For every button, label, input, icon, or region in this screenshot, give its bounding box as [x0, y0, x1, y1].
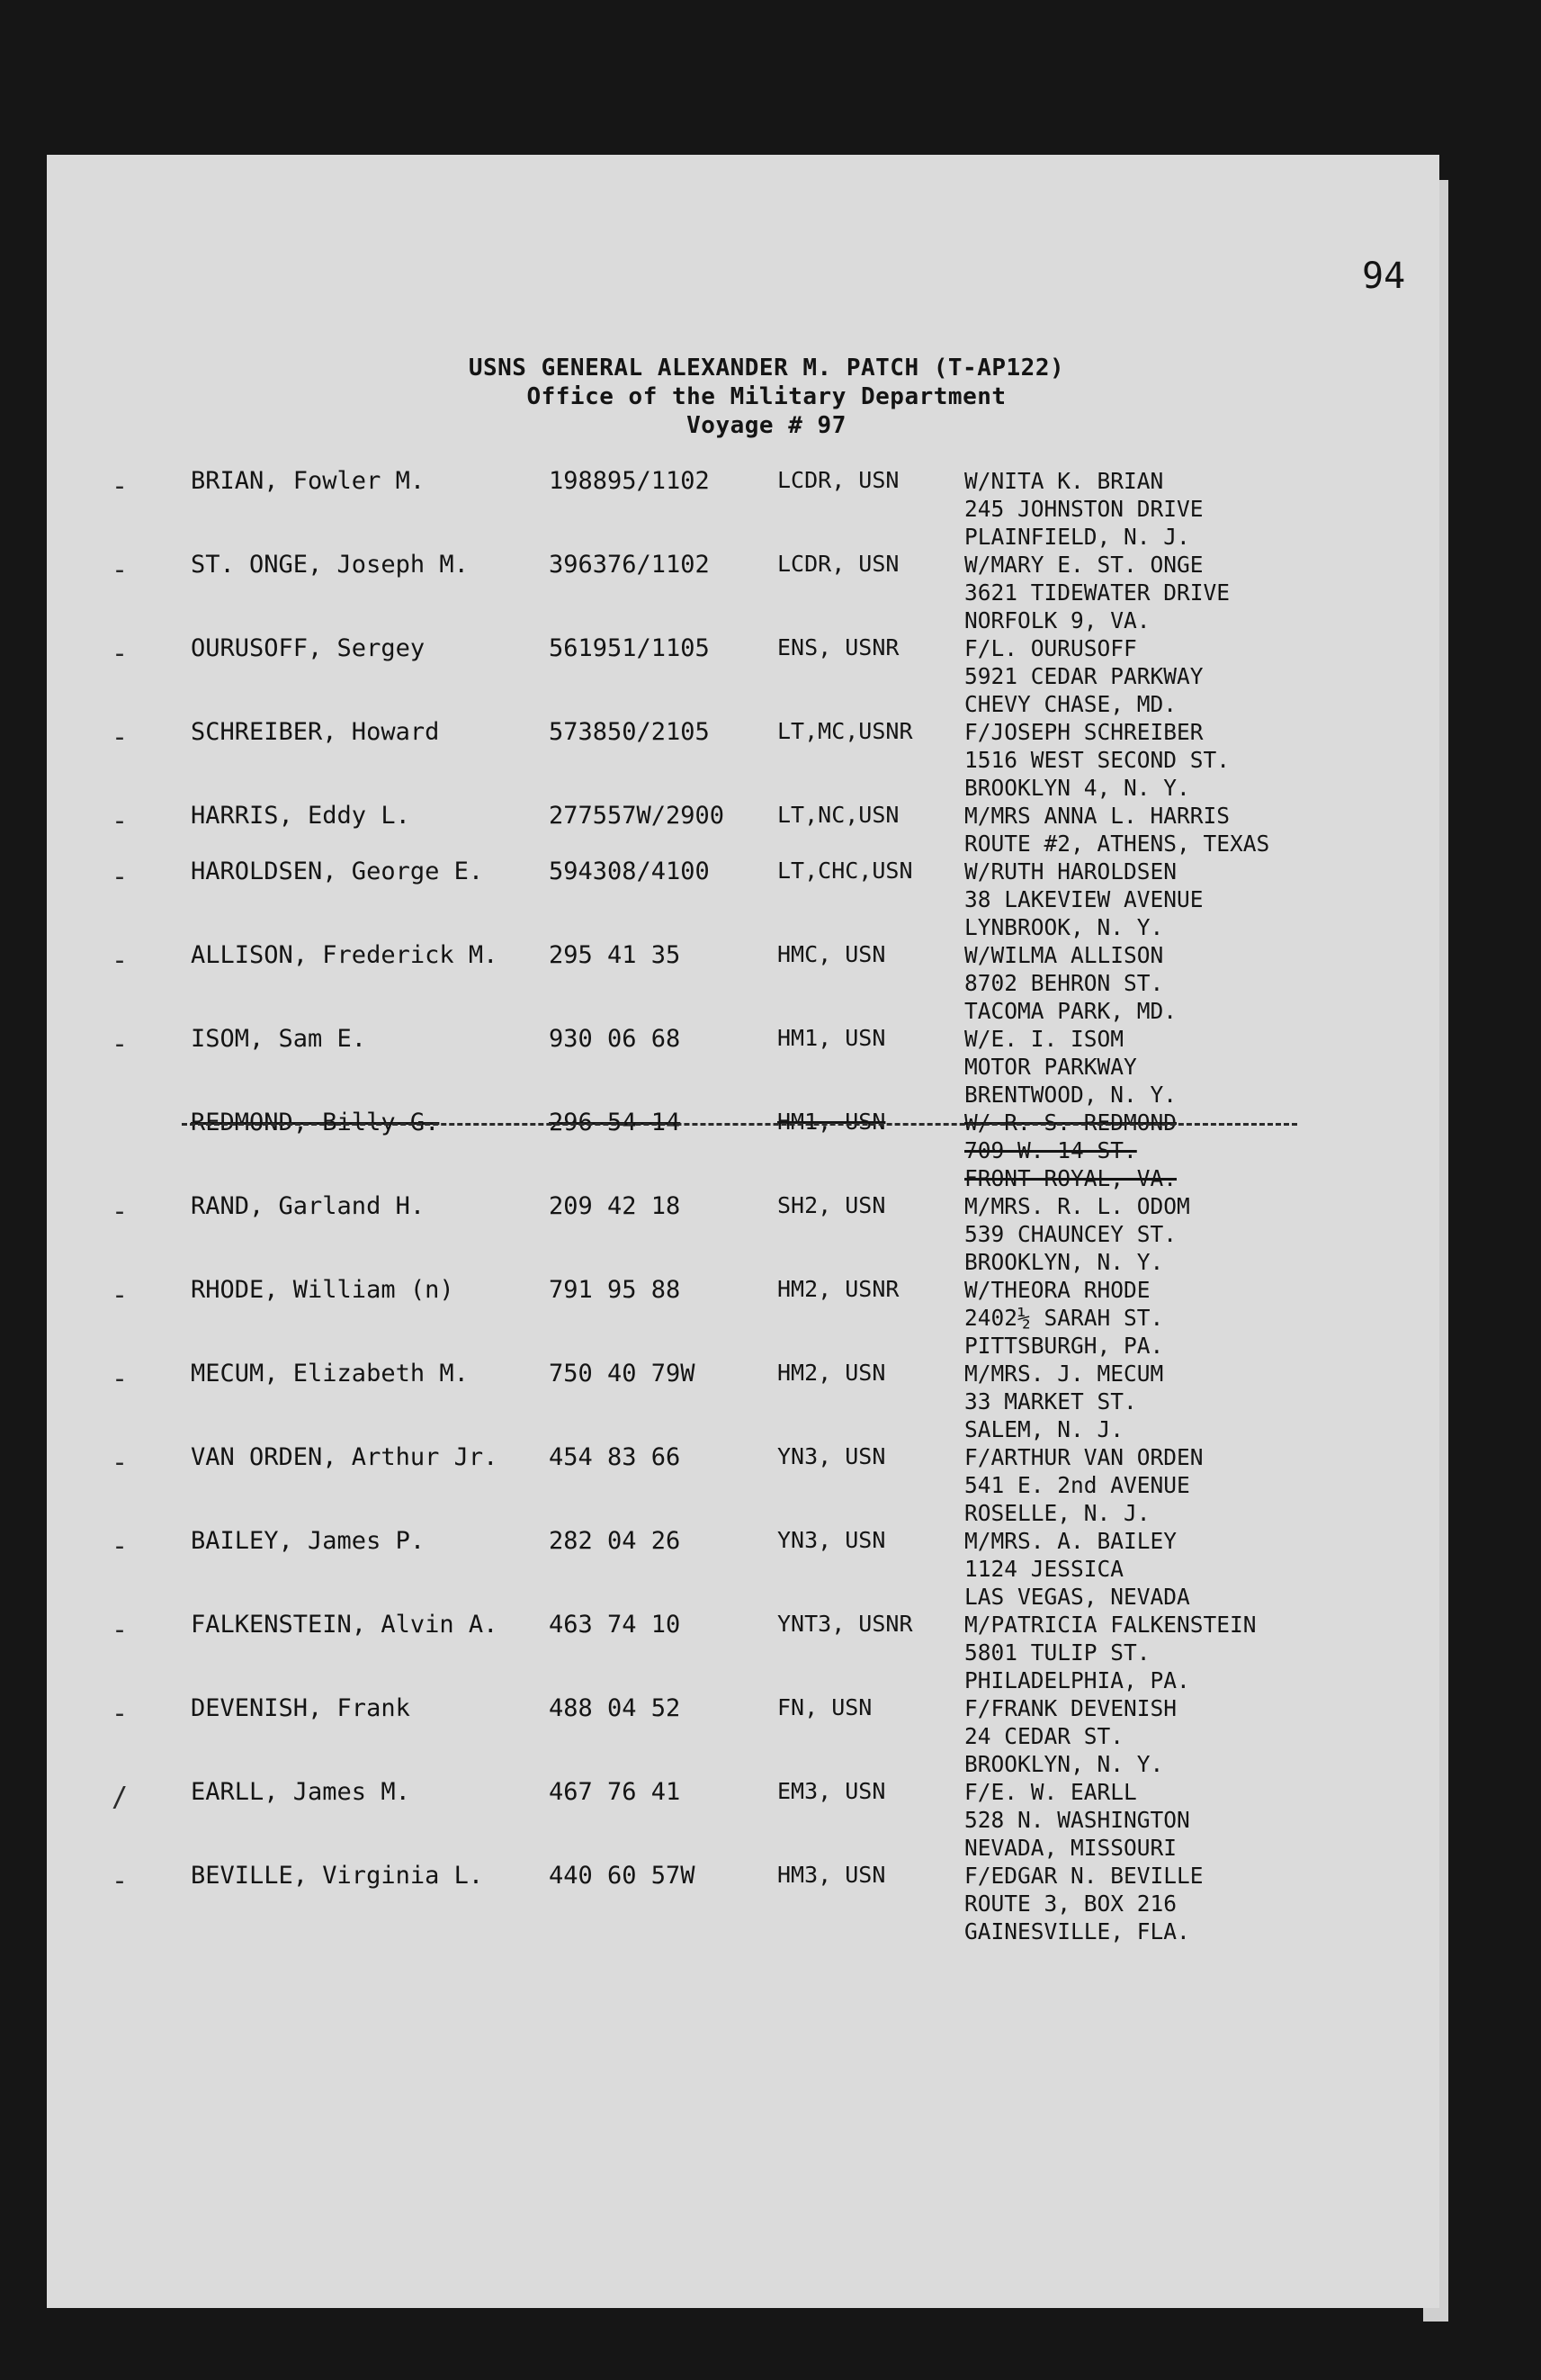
- address-line: 1516 WEST SECOND ST.: [964, 747, 1231, 773]
- check-mark: /: [112, 1782, 129, 1813]
- address-line: F/FRANK DEVENISH: [964, 1695, 1178, 1721]
- rank-branch: HM2, USNR: [777, 1276, 900, 1302]
- service-number: 295 41 35: [549, 941, 681, 969]
- address-line: 5921 CEDAR PARKWAY: [964, 663, 1204, 689]
- address-line: SALEM, N. J.: [964, 1416, 1124, 1442]
- address-line: PLAINFIELD, N. J.: [964, 524, 1190, 550]
- list-item: [47, 1611, 1439, 1693]
- address-line: BROOKLYN 4, N. Y.: [964, 775, 1190, 801]
- address-line: ROUTE 3, BOX 216: [964, 1891, 1178, 1917]
- address-line: W/THEORA RHODE: [964, 1277, 1151, 1303]
- address-line: F/L. OURUSOFF: [964, 635, 1137, 661]
- address-line: F/JOSEPH SCHREIBER: [964, 719, 1204, 745]
- next-of-kin-address: [964, 718, 1230, 802]
- check-mark: -: [112, 1028, 129, 1060]
- check-mark: -: [112, 1196, 129, 1227]
- address-line: PITTSBURGH, PA.: [964, 1333, 1164, 1359]
- header-office: Office of the Military Department: [526, 383, 1007, 410]
- list-item: [47, 1862, 1439, 1944]
- address-line: M/MRS ANNA L. HARRIS: [964, 803, 1231, 829]
- list-item: [47, 634, 1439, 717]
- next-of-kin-address: [964, 858, 1204, 941]
- address-line: 709 W. 14 ST.: [964, 1137, 1137, 1163]
- next-of-kin-address: [964, 1109, 1177, 1192]
- rank-branch: YNT3, USNR: [777, 1611, 913, 1637]
- check-mark: -: [112, 1614, 129, 1646]
- next-of-kin-address: [964, 941, 1177, 1025]
- next-of-kin-address: [964, 1025, 1177, 1109]
- person-name: SCHREIBER, Howard: [191, 718, 440, 746]
- service-number: 930 06 68: [549, 1025, 681, 1053]
- check-mark: -: [112, 1865, 129, 1897]
- address-line: LYNBROOK, N. Y.: [964, 914, 1164, 940]
- rank-branch: HM2, USN: [777, 1360, 886, 1386]
- next-of-kin-address: [964, 634, 1204, 718]
- next-of-kin-address: [964, 1694, 1177, 1778]
- header-voyage: Voyage # 97: [686, 412, 847, 439]
- address-line: ROUTE #2, ATHENS, TEXAS: [964, 831, 1270, 857]
- rank-branch: LT,MC,USNR: [777, 718, 913, 744]
- address-line: FRONT ROYAL, VA.: [964, 1165, 1178, 1191]
- check-mark: -: [112, 945, 129, 976]
- service-number: 750 40 79W: [549, 1360, 695, 1388]
- check-mark: -: [112, 1531, 129, 1562]
- rank-branch: HM3, USN: [777, 1862, 886, 1888]
- address-line: ROSELLE, N. J.: [964, 1500, 1151, 1526]
- check-mark: -: [112, 722, 129, 753]
- person-name: OURUSOFF, Sergey: [191, 634, 426, 662]
- rank-branch: HM1, USN: [777, 1109, 886, 1135]
- next-of-kin-address: [964, 1443, 1204, 1527]
- address-line: 541 E. 2nd AVENUE: [964, 1472, 1190, 1498]
- next-of-kin-address: [964, 1527, 1190, 1611]
- next-of-kin-address: [964, 551, 1230, 634]
- rank-branch: LT,CHC,USN: [777, 858, 913, 884]
- address-line: 5801 TULIP ST.: [964, 1639, 1151, 1666]
- address-line: CHEVY CHASE, MD.: [964, 691, 1178, 717]
- next-of-kin-address: [964, 1611, 1257, 1694]
- rank-branch: FN, USN: [777, 1694, 873, 1720]
- check-mark: -: [112, 1363, 129, 1395]
- person-name: FALKENSTEIN, Alvin A.: [191, 1611, 498, 1639]
- address-line: F/ARTHUR VAN ORDEN: [964, 1444, 1204, 1470]
- person-name: VAN ORDEN, Arthur Jr.: [191, 1443, 498, 1471]
- list-item: [47, 1778, 1439, 1861]
- service-number: 198895/1102: [549, 467, 710, 495]
- address-line: M/MRS. A. BAILEY: [964, 1528, 1178, 1554]
- rank-branch: LT,NC,USN: [777, 802, 900, 828]
- person-name: BEVILLE, Virginia L.: [191, 1862, 484, 1890]
- service-number: 561951/1105: [549, 634, 710, 662]
- service-number: 282 04 26: [549, 1527, 681, 1555]
- service-number: 209 42 18: [549, 1192, 681, 1220]
- person-name: RHODE, William (n): [191, 1276, 454, 1304]
- address-line: M/MRS. J. MECUM: [964, 1361, 1164, 1387]
- address-line: PHILADELPHIA, PA.: [964, 1667, 1190, 1693]
- rank-branch: LCDR, USN: [777, 467, 900, 493]
- list-item: [47, 1109, 1439, 1191]
- document-page: [47, 155, 1439, 2308]
- address-line: TACOMA PARK, MD.: [964, 998, 1178, 1024]
- service-number: 791 95 88: [549, 1276, 681, 1304]
- next-of-kin-address: [964, 1778, 1190, 1862]
- address-line: 24 CEDAR ST.: [964, 1723, 1124, 1749]
- address-line: W/WILMA ALLISON: [964, 942, 1164, 968]
- person-name: RAND, Garland H.: [191, 1192, 426, 1220]
- address-line: GAINESVILLE, FLA.: [964, 1918, 1190, 1944]
- check-mark: -: [112, 861, 129, 893]
- person-name: DEVENISH, Frank: [191, 1694, 410, 1722]
- service-number: 296 54 14: [549, 1109, 681, 1136]
- person-name: ST. ONGE, Joseph M.: [191, 551, 469, 579]
- person-name: MECUM, Elizabeth M.: [191, 1360, 469, 1388]
- list-item: [47, 467, 1439, 550]
- address-line: W/ R. S. REDMOND: [964, 1109, 1178, 1136]
- page-number: 94: [1362, 256, 1406, 297]
- list-item: [47, 941, 1439, 1024]
- rank-branch: YN3, USN: [777, 1527, 886, 1553]
- address-line: 528 N. WASHINGTON: [964, 1807, 1190, 1833]
- service-number: 573850/2105: [549, 718, 710, 746]
- list-item: [47, 1527, 1439, 1610]
- address-line: 38 LAKEVIEW AVENUE: [964, 886, 1204, 912]
- service-number: 463 74 10: [549, 1611, 681, 1639]
- check-mark: -: [112, 805, 129, 837]
- list-item: [47, 1276, 1439, 1359]
- check-mark: -: [112, 1447, 129, 1478]
- next-of-kin-address: [964, 1276, 1163, 1360]
- address-line: M/MRS. R. L. ODOM: [964, 1193, 1190, 1219]
- address-line: 8702 BEHRON ST.: [964, 970, 1164, 996]
- person-name: BAILEY, James P.: [191, 1527, 426, 1555]
- service-number: 488 04 52: [549, 1694, 681, 1722]
- rank-branch: HMC, USN: [777, 941, 886, 967]
- rank-branch: HM1, USN: [777, 1025, 886, 1051]
- address-line: 245 JOHNSTON DRIVE: [964, 496, 1204, 522]
- address-line: NEVADA, MISSOURI: [964, 1835, 1178, 1861]
- check-mark: -: [112, 1280, 129, 1311]
- rank-branch: EM3, USN: [777, 1778, 886, 1804]
- address-line: 33 MARKET ST.: [964, 1388, 1137, 1415]
- person-name: HARRIS, Eddy L.: [191, 802, 410, 830]
- address-line: F/E. W. EARLL: [964, 1779, 1137, 1805]
- list-item: [47, 1443, 1439, 1526]
- rank-branch: SH2, USN: [777, 1192, 886, 1218]
- person-name: ALLISON, Frederick M.: [191, 941, 498, 969]
- person-name: REDMOND, Billy G.: [191, 1109, 440, 1136]
- address-line: W/E. I. ISOM: [964, 1026, 1124, 1052]
- service-number: 277557W/2900: [549, 802, 725, 830]
- next-of-kin-address: [964, 1192, 1190, 1276]
- address-line: F/EDGAR N. BEVILLE: [964, 1863, 1204, 1889]
- list-item: [47, 1694, 1439, 1777]
- address-line: 539 CHAUNCEY ST.: [964, 1221, 1178, 1247]
- address-line: 2402½ SARAH ST.: [964, 1305, 1164, 1331]
- service-number: 396376/1102: [549, 551, 710, 579]
- header-ship: USNS GENERAL ALEXANDER M. PATCH (T-AP122): [468, 355, 1065, 382]
- person-name: ISOM, Sam E.: [191, 1025, 367, 1053]
- address-line: NORFOLK 9, VA.: [964, 607, 1151, 633]
- address-line: LAS VEGAS, NEVADA: [964, 1584, 1190, 1610]
- list-item: [47, 1192, 1439, 1275]
- list-item: [47, 1025, 1439, 1108]
- check-mark: -: [112, 1698, 129, 1729]
- address-line: BROOKLYN, N. Y.: [964, 1249, 1164, 1275]
- list-item: [47, 1360, 1439, 1442]
- address-line: BRENTWOOD, N. Y.: [964, 1082, 1178, 1108]
- person-name: BRIAN, Fowler M.: [191, 467, 426, 495]
- next-of-kin-address: [964, 467, 1204, 551]
- service-number: 594308/4100: [549, 858, 710, 885]
- list-item: [47, 718, 1439, 801]
- address-line: MOTOR PARKWAY: [964, 1054, 1137, 1080]
- address-line: BROOKLYN, N. Y.: [964, 1751, 1164, 1777]
- rank-branch: ENS, USNR: [777, 634, 900, 660]
- address-line: W/RUTH HAROLDSEN: [964, 858, 1178, 885]
- address-line: M/PATRICIA FALKENSTEIN: [964, 1612, 1257, 1638]
- person-name: HAROLDSEN, George E.: [191, 858, 484, 885]
- list-item: [47, 858, 1439, 940]
- check-mark: -: [112, 471, 129, 502]
- next-of-kin-address: [964, 802, 1269, 858]
- next-of-kin-address: [964, 1862, 1204, 1945]
- person-name: EARLL, James M.: [191, 1778, 410, 1806]
- rank-branch: LCDR, USN: [777, 551, 900, 577]
- rank-branch: YN3, USN: [777, 1443, 886, 1469]
- list-item: [47, 551, 1439, 633]
- next-of-kin-address: [964, 1360, 1163, 1443]
- check-mark: -: [112, 554, 129, 586]
- service-number: 454 83 66: [549, 1443, 681, 1471]
- strike-line: [182, 1123, 1297, 1126]
- service-number: 440 60 57W: [549, 1862, 695, 1890]
- address-line: W/NITA K. BRIAN: [964, 468, 1164, 494]
- address-line: 1124 JESSICA: [964, 1556, 1124, 1582]
- check-mark: -: [112, 638, 129, 669]
- address-line: W/MARY E. ST. ONGE: [964, 552, 1204, 578]
- address-line: 3621 TIDEWATER DRIVE: [964, 579, 1231, 606]
- service-number: 467 76 41: [549, 1778, 681, 1806]
